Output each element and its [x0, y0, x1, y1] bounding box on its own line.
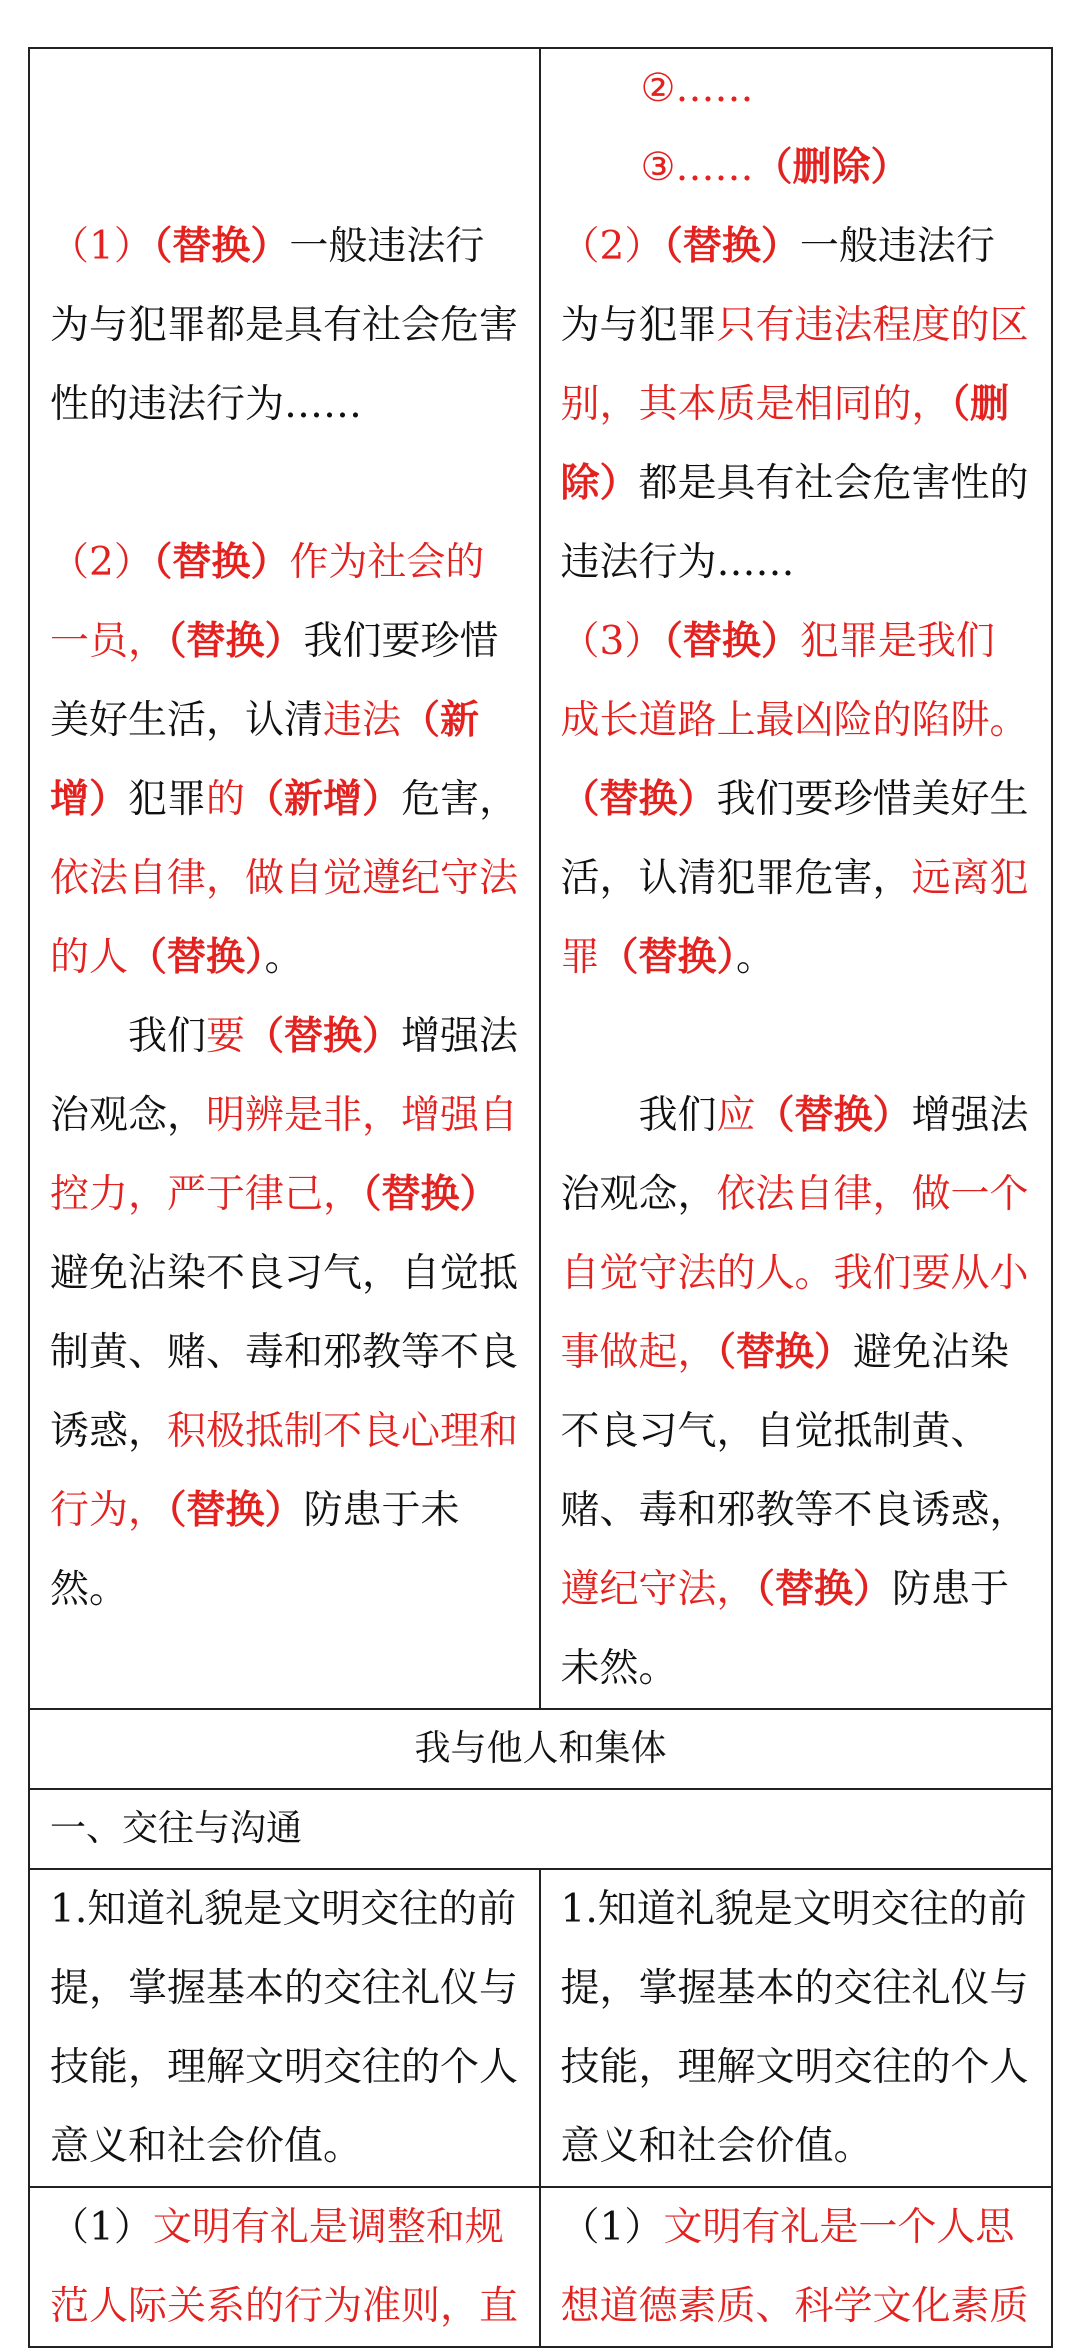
- text-run: 文明有礼是调整和规范人际关系的行为准则，直: [50, 2205, 519, 2329]
- text-run: 依法自律，做一个自觉守法的人。我们要从小事做起，: [560, 1172, 1029, 1375]
- left-cell: [30, 49, 541, 1708]
- text-run: 明辨是非，增强自控力，严于律己，: [50, 1093, 519, 1217]
- text-run: 我们: [128, 1014, 207, 1059]
- text-run: 增强法治观念，: [560, 1093, 1029, 1217]
- right-list-top: [561, 49, 1032, 207]
- table-row: [30, 1868, 1051, 2186]
- text-run: 要: [206, 1014, 246, 1059]
- text-run: 一般违法行为与犯罪都是具有社会危害性的违法行为……: [50, 224, 519, 427]
- text-run: 增强法治观念，: [50, 1014, 519, 1138]
- text-run: 都是具有社会危害性的违法行为……: [560, 461, 1029, 585]
- right-cell: [541, 49, 1052, 1708]
- text-run: 。: [736, 935, 776, 980]
- text-run: （新增）: [245, 776, 402, 822]
- text-run: （替换）: [245, 1013, 402, 1059]
- list-item: ②……: [640, 66, 754, 111]
- text-run: （新增）: [50, 697, 480, 822]
- list-item-text: ③……: [640, 145, 754, 190]
- text-run: （2）: [560, 224, 664, 269]
- text-run: （替换）: [152, 223, 290, 269]
- text-run: 危害，: [401, 777, 519, 822]
- right-paragraph-1: [561, 207, 1032, 602]
- text-run: （删除）: [560, 381, 1010, 506]
- text-run: 我们: [638, 1093, 717, 1138]
- text-run: 违法: [323, 698, 402, 743]
- text-run: 依法自律，做自觉遵纪守法的人: [50, 856, 519, 980]
- text-run: 的: [206, 777, 246, 822]
- text-run: （1）: [50, 2205, 153, 2250]
- text-run: 应: [716, 1093, 756, 1138]
- text-run: （替换）: [755, 1566, 893, 1612]
- text-run: 。: [264, 935, 304, 980]
- right-paragraph-2: [561, 602, 1032, 997]
- text-run: （1）: [50, 224, 153, 269]
- text-run: 防患于未然。: [50, 1488, 460, 1612]
- text-run: （替换）: [560, 776, 717, 822]
- text-run: （替换）: [167, 618, 304, 664]
- text-run: （3）: [560, 619, 664, 664]
- comparison-table: [28, 47, 1053, 2348]
- text-run: （2）: [50, 540, 153, 585]
- text-run: 远离犯罪: [560, 856, 1029, 980]
- text-run: 文明有礼是一个人思想道德素质、科学文化素质: [560, 2205, 1029, 2329]
- section-title: 一、交往与沟通: [50, 1808, 303, 1849]
- text-run: （替换）: [167, 1487, 304, 1533]
- delete-marker: （删除）: [753, 144, 910, 190]
- left-paragraph-3: [50, 997, 519, 1629]
- table-row: [30, 2186, 1051, 2346]
- text-run: 积极抵制不良心理和行为，: [50, 1409, 519, 1533]
- right-cell: 1.知道礼貌是文明交往的前提，掌握基本的交往礼仪与技能，理解文明交往的个人意义和社会价值。: [560, 1887, 1029, 2169]
- left-paragraph-1: [50, 207, 519, 444]
- text-run: （替换）: [716, 1329, 854, 1375]
- section-header: 我与他人和集体: [414, 1728, 667, 1769]
- left-cell: [30, 2188, 541, 2346]
- text-run: 犯罪: [128, 777, 207, 822]
- text-run: 防患于未然。: [560, 1567, 1010, 1691]
- text-run: 我们要珍惜美好生活，认清犯罪危害，: [560, 777, 1029, 901]
- text-run: （替换）: [755, 1092, 912, 1138]
- text-run: 避免沾染不良习气，自觉抵制黄、赌、毒和邪教等不良诱惑，: [560, 1330, 1029, 1533]
- table-row: [30, 1788, 1051, 1868]
- left-paragraph-2: [50, 523, 519, 997]
- list-item: [641, 128, 1032, 207]
- text-run: （替换）: [599, 934, 737, 980]
- text-run: （替换）: [663, 223, 800, 269]
- text-run: （替换）: [362, 1171, 499, 1217]
- text-run: 一般违法行为与犯罪: [560, 224, 995, 348]
- text-run: 避免沾染不良习气，自觉抵制黄、赌、毒和邪教等不良诱惑，: [50, 1251, 519, 1454]
- text-run: （1）: [560, 2205, 664, 2250]
- text-run: 只有违法程度的区别，其本质是相同的，: [560, 303, 1029, 427]
- text-run: （替换）: [128, 934, 265, 980]
- table-row: [30, 1708, 1051, 1788]
- left-cell: 1.知道礼貌是文明交往的前提，掌握基本的交往礼仪与技能，理解文明交往的个人意义和社会价值。: [30, 1870, 541, 2186]
- text-run: （替换）: [152, 539, 290, 585]
- text-run: 作为社会的一员，: [50, 540, 485, 664]
- text-run: 我们要珍惜美好生活，认清: [50, 619, 499, 743]
- right-cell: [541, 2188, 1052, 2346]
- right-paragraph-3: [561, 1076, 1032, 1708]
- text-run: 犯罪是我们成长道路上最凶险的陷阱。: [560, 619, 1029, 743]
- text-run: （替换）: [663, 618, 800, 664]
- table-row: [30, 49, 1051, 1708]
- text-run: 遵纪守法，: [560, 1567, 756, 1612]
